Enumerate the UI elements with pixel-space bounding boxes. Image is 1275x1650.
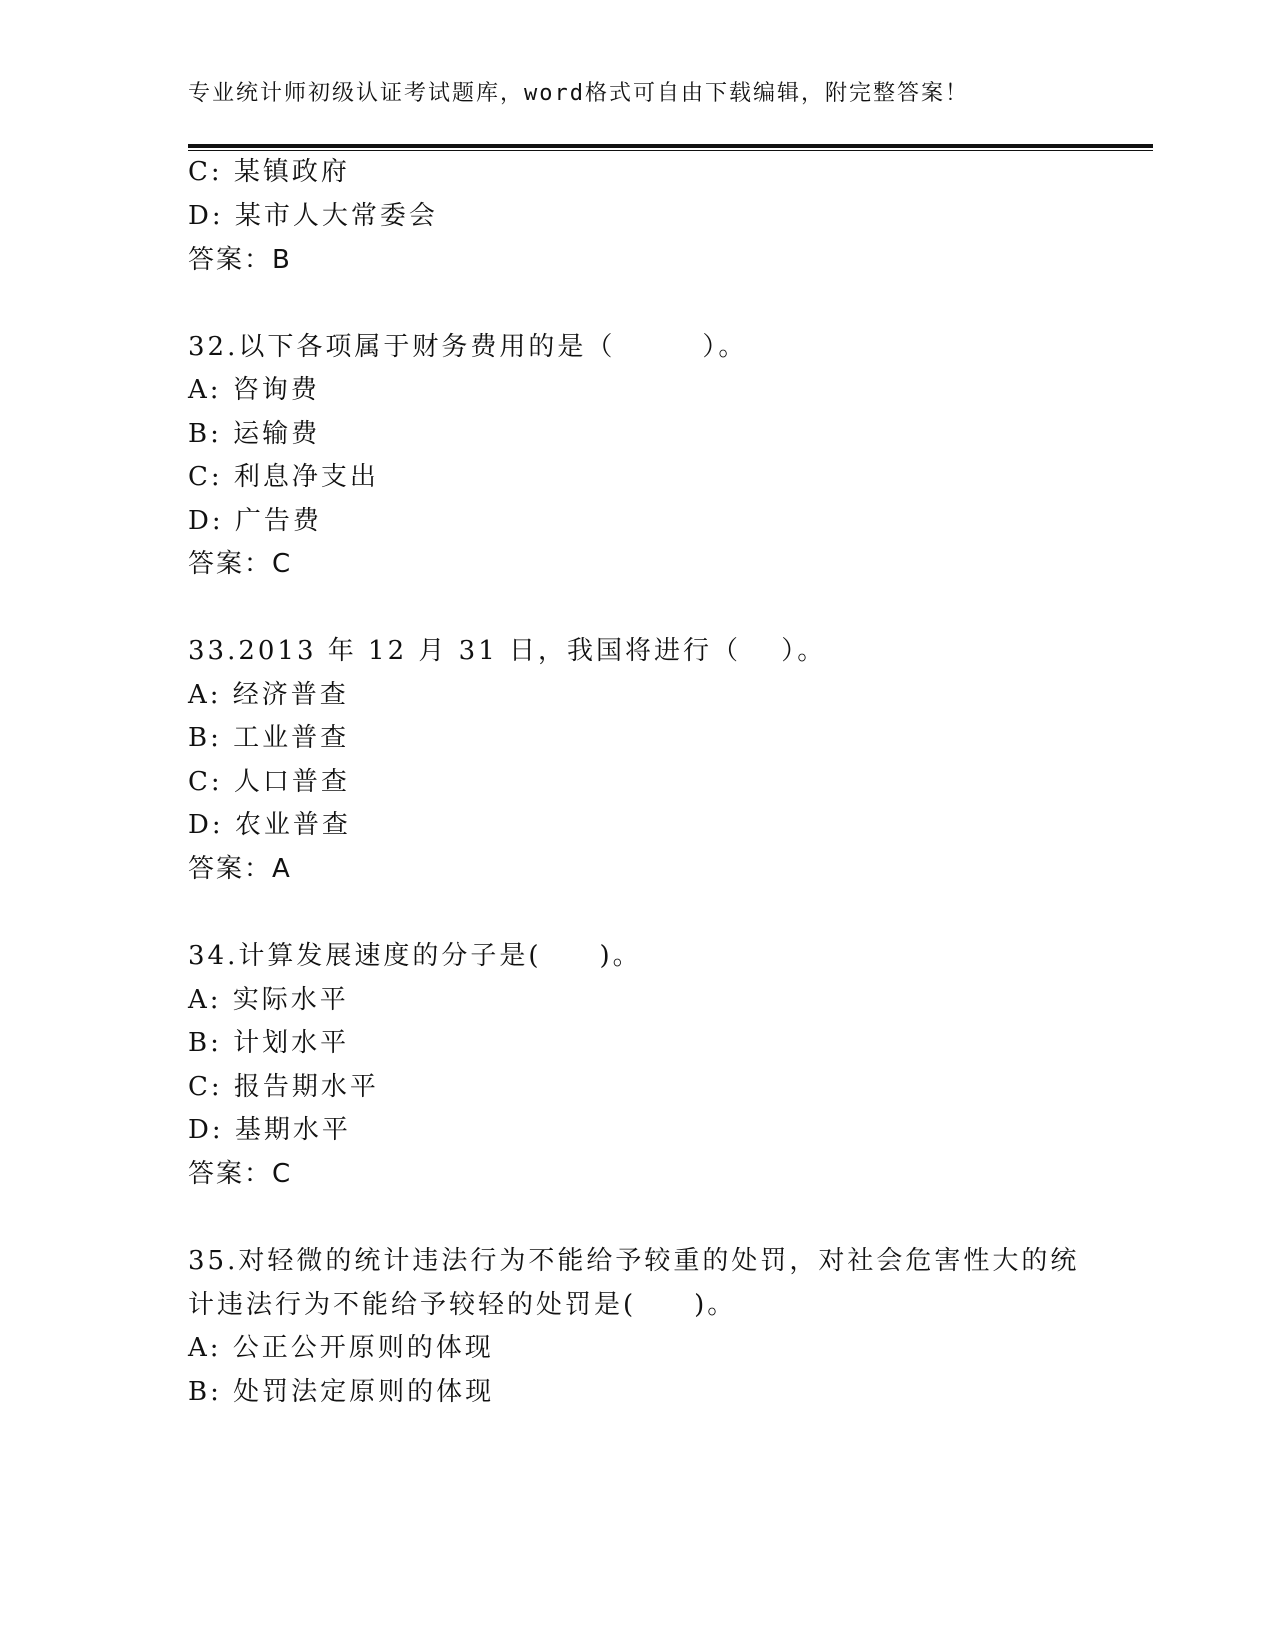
q31-answer: 答案：B xyxy=(188,245,292,275)
q34-option-d: D: 基期水平 xyxy=(188,1115,351,1145)
q34-option-c: C: 报告期水平 xyxy=(188,1072,379,1102)
q31-option-c: C: 某镇政府 xyxy=(188,157,350,187)
q31-option-d: D: 某市人大常委会 xyxy=(188,201,438,231)
q34-question: 34.计算发展速度的分子是( )。 xyxy=(188,941,642,971)
q35-option-b: B: 处罚法定原则的体现 xyxy=(188,1377,495,1407)
q33-option-a: A: 经济普查 xyxy=(188,680,349,710)
q34-option-b: B: 计划水平 xyxy=(188,1028,350,1058)
q32-option-b: B: 运输费 xyxy=(188,419,321,449)
q35-option-a: A: 公正公开原则的体现 xyxy=(188,1333,494,1363)
q33-answer: 答案：A xyxy=(188,854,292,884)
q32-question: 32.以下各项属于财务费用的是（ ）。 xyxy=(188,332,748,362)
q33-question: 33.2013 年 12 月 31 日，我国将进行（ ）。 xyxy=(188,636,827,666)
q32-option-a: A: 咨询费 xyxy=(188,375,320,405)
header-rule-thin xyxy=(188,150,1153,151)
q33-option-b: B: 工业普查 xyxy=(188,723,350,753)
page-header: 专业统计师初级认证考试题库，word格式可自由下载编辑，附完整答案！ xyxy=(188,81,969,106)
q34-answer: 答案：C xyxy=(188,1159,293,1189)
header-rule-thick xyxy=(188,144,1153,148)
q32-option-d: D: 广告费 xyxy=(188,506,322,536)
q32-answer: 答案：C xyxy=(188,549,293,579)
q35-question-line1: 35.对轻微的统计违法行为不能给予较重的处罚，对社会危害性大的统 xyxy=(188,1246,1080,1276)
q33-option-d: D: 农业普查 xyxy=(188,810,351,840)
q32-option-c: C: 利息净支出 xyxy=(188,462,379,492)
q33-option-c: C: 人口普查 xyxy=(188,767,350,797)
q35-question-line2: 计违法行为不能给予较轻的处罚是( )。 xyxy=(188,1290,737,1320)
q34-option-a: A: 实际水平 xyxy=(188,985,349,1015)
